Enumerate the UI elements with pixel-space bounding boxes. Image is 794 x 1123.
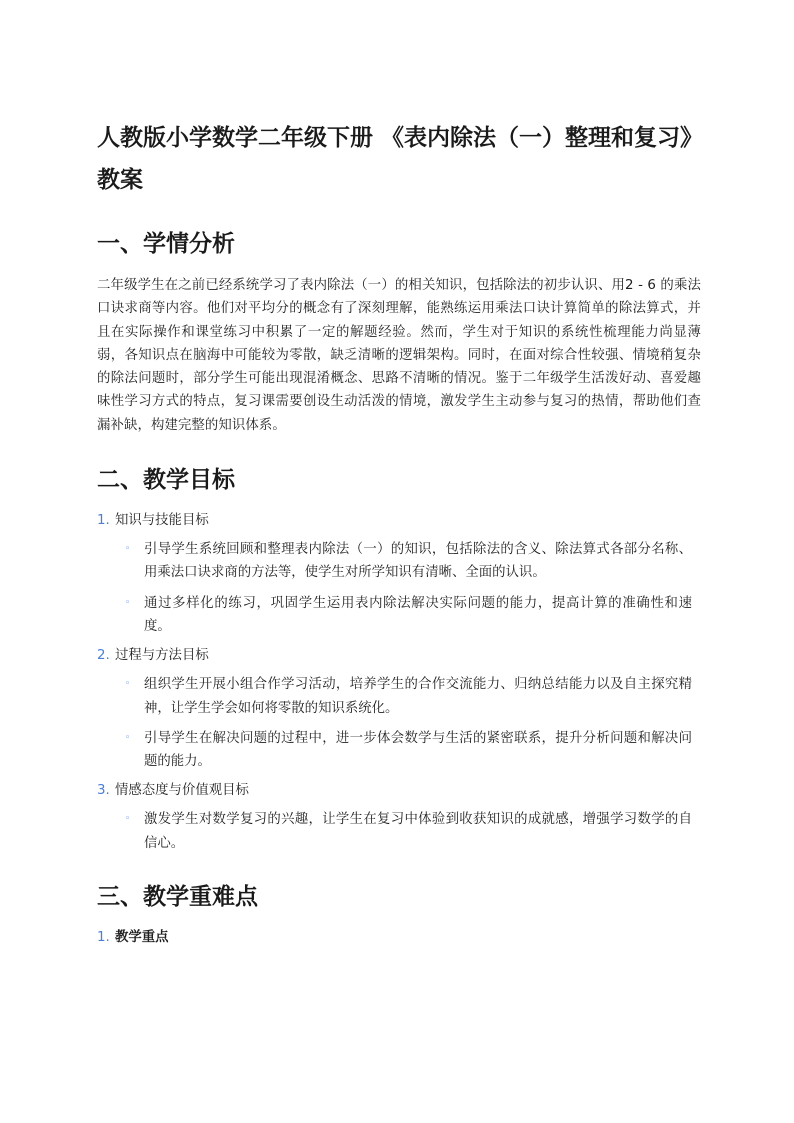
bullet-text: 通过多样化的练习，巩固学生运用表内除法解决实际问题的能力，提高计算的准确性和速度。 (144, 595, 692, 634)
analysis-paragraph: 二年级学生在之前已经系统学习了表内除法（一）的相关知识，包括除法的初步认识、用2 - 6 的乘法口诀求商等内容。他们对平均分的概念有了深刻理解，能熟练运用乘法口诀计算简单的除法算式，并且在实际操作和课堂练习中积累了一定的解题经验。然而，学生对于知识的系统性梳理能力尚显薄弱，各知识点在脑海中可能较为零散，缺乏清晰的逻辑架构。同时，在面对综合性较强、情境稍复杂的除法问题时，部分学生可能出现混淆概念、思路不清晰的情况。鉴于二年级学生活泼好动、喜爱趣味性学习方式的特点，复习课需要创设生动活泼的情境，激发学生主动参与复习的热情，帮助他们查漏补缺，构建完整的知识体系。 (97, 278, 701, 433)
keypoints-list (97, 927, 701, 949)
bullet-icon: ◦ (125, 544, 131, 555)
goal-item-attitude (97, 780, 701, 855)
goal-bullets (97, 808, 701, 855)
bullet-text: 引导学生系统回顾和整理表内除法（一）的知识，包括除法的含义、除法算式各部分名称、用乘法口诀求商的方法等，使学生对所学知识有清晰、全面的认识。 (144, 542, 692, 581)
goal-title: 过程与方法目标 (115, 648, 209, 664)
goal-bullets (97, 673, 701, 773)
bullet-icon: ◦ (125, 732, 131, 743)
section-heading-goals: 二、教学目标 (97, 467, 235, 494)
goal-item-knowledge (97, 510, 701, 638)
list-item (97, 538, 701, 585)
goal-bullets (97, 538, 701, 638)
bullet-text: 组织学生开展小组合作学习活动，培养学生的合作交流能力、归纳总结能力以及自主探究精神，让学生学会如何将零散的知识系统化。 (144, 677, 692, 716)
goal-title: 知识与技能目标 (115, 513, 209, 529)
bullet-icon: ◦ (125, 679, 131, 690)
list-number: 2. (97, 648, 110, 664)
goal-title: 情感态度与价值观目标 (115, 783, 249, 799)
list-number: 1. (97, 513, 110, 529)
goals-list (97, 510, 701, 855)
list-item (97, 592, 701, 639)
list-item (97, 727, 701, 774)
list-item (97, 673, 701, 720)
document-page (97, 117, 701, 953)
bullet-icon: ◦ (125, 597, 131, 608)
document-title: 人教版小学数学二年级下册 《表内除法（一）整理和复习》教案 (97, 125, 692, 193)
list-item (97, 808, 701, 855)
section-heading-analysis: 一、学情分析 (97, 231, 235, 257)
goal-item-process (97, 645, 701, 773)
keypoint-title: 教学重点 (115, 930, 169, 946)
bullet-text: 激发学生对数学复习的兴趣，让学生在复习中体验到收获知识的成就感，增强学习数学的自信心。 (144, 812, 692, 851)
list-number: 3. (97, 783, 110, 799)
keypoint-item-focus (97, 927, 701, 949)
section-heading-keypoints: 三、教学重难点 (97, 884, 258, 911)
bullet-icon: ◦ (125, 814, 131, 825)
bullet-text: 引导学生在解决问题的过程中，进一步体会数学与生活的紧密联系，提升分析问题和解决问题的能力。 (144, 730, 692, 770)
list-number: 1. (97, 930, 110, 946)
